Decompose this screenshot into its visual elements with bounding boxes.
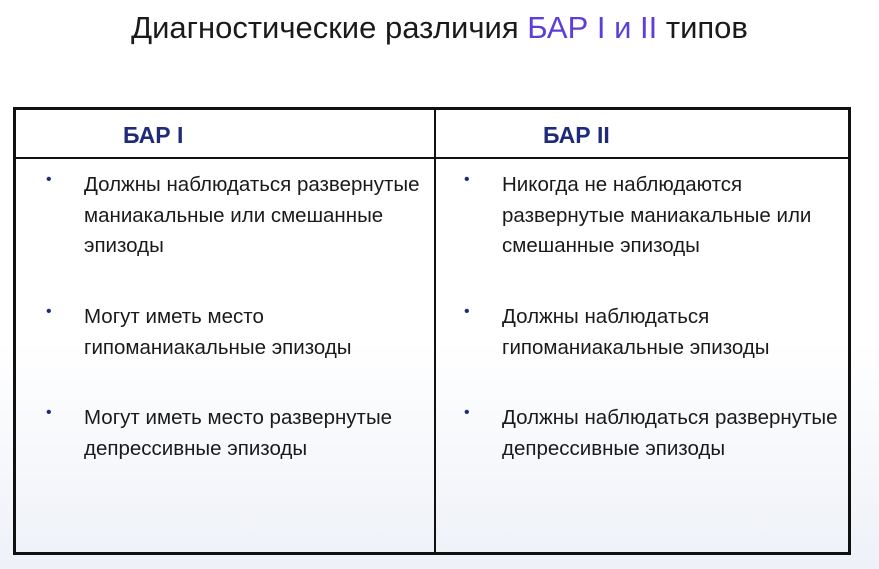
criterion-text: Должны наблюдаться развернутые депрессивные эпизоды xyxy=(502,406,838,460)
criterion-text: Могут иметь место гипоманиакальные эпизоды xyxy=(84,305,352,359)
column-header-bar-1: БАР I xyxy=(123,122,184,148)
criterion-text: Никогда не наблюдаются развернутые маниакальные или смешанные эпизоды xyxy=(502,173,812,257)
header-divider xyxy=(16,157,848,159)
bullet-icon: • xyxy=(46,404,52,421)
bullet-icon: • xyxy=(464,171,470,188)
comparison-table xyxy=(13,107,851,555)
bullet-icon: • xyxy=(464,404,470,421)
criterion-text: Могут иметь место развернутые депрессивные эпизоды xyxy=(84,406,393,460)
title-accent: БАР I и II xyxy=(527,10,658,45)
bullet-icon: • xyxy=(46,303,52,320)
column-header-bar-2: БАР II xyxy=(543,122,610,148)
criterion-text: Должны наблюдаться гипоманиакальные эпизоды xyxy=(502,305,770,359)
bullet-icon: • xyxy=(464,303,470,320)
slide-title xyxy=(0,8,879,48)
title-suffix: типов xyxy=(657,10,748,45)
bullet-icon: • xyxy=(46,171,52,188)
title-prefix: Диагностические различия xyxy=(131,10,528,45)
criterion-text: Должны наблюдаться развернутые маниакальные или смешанные эпизоды xyxy=(84,173,420,257)
